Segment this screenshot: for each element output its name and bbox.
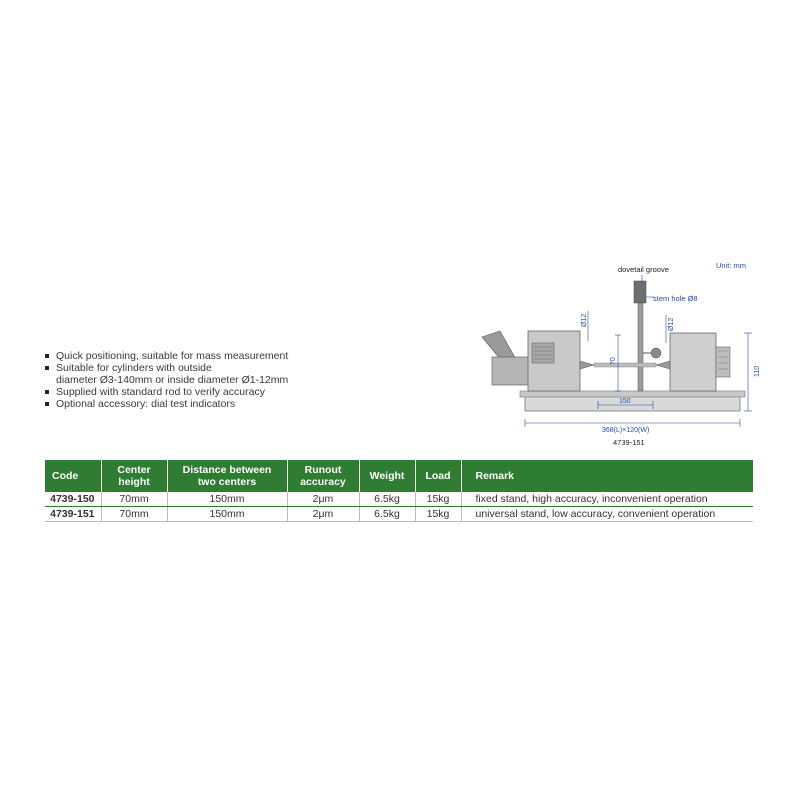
model-label: 4739-151 bbox=[613, 438, 645, 447]
header-remark: Remark bbox=[461, 460, 753, 492]
feature-text: Optional accessory: dial test indicators bbox=[56, 398, 236, 410]
feature-text: Supplied with standard rod to verify accuracy bbox=[56, 386, 265, 398]
feature-text: Quick positioning, suitable for mass measurement bbox=[56, 350, 289, 362]
rail bbox=[520, 391, 745, 397]
spec-table bbox=[45, 460, 753, 522]
header-distance: Distance between two centers bbox=[167, 460, 287, 492]
cell-load: 15kg bbox=[415, 492, 461, 507]
clamp-knob bbox=[651, 348, 661, 358]
feature-text: diameter Ø3-140mm or inside diameter Ø1-12mm bbox=[56, 374, 289, 386]
unit-label: Unit: mm bbox=[716, 261, 746, 270]
right-headstock bbox=[670, 333, 716, 391]
left-diameter-label: Ø12 bbox=[581, 313, 588, 327]
header-runout: Runout accuracy bbox=[287, 460, 359, 492]
stem-hole-label: stem hole Ø8 bbox=[653, 294, 698, 303]
cell-distance: 150mm bbox=[167, 507, 287, 522]
base-size-label: 368(L)×120(W) bbox=[602, 427, 650, 434]
distance-label: 150 bbox=[619, 398, 631, 405]
feature-list bbox=[44, 350, 344, 410]
header-weight: Weight bbox=[359, 460, 415, 492]
bullet-icon bbox=[45, 390, 49, 394]
cell-weight: 6.5kg bbox=[359, 492, 415, 507]
cell-code: 4739-151 bbox=[45, 507, 101, 522]
bench-center-drawing bbox=[470, 255, 770, 455]
handwheel bbox=[716, 347, 730, 377]
right-diameter-label: Ø12 bbox=[668, 317, 675, 331]
left-center-point bbox=[580, 361, 594, 369]
feature-text: Suitable for cylinders with outside bbox=[56, 362, 212, 374]
feature-item bbox=[44, 350, 344, 362]
center-height-label: 70 bbox=[610, 357, 617, 365]
standard-rod bbox=[594, 363, 656, 367]
table-row bbox=[45, 507, 753, 522]
cell-center-height: 70mm bbox=[101, 507, 167, 522]
dovetail-label: dovetail groove bbox=[618, 265, 669, 274]
height-label: 110 bbox=[754, 365, 761, 377]
table-header bbox=[45, 460, 753, 492]
dovetail-clamp bbox=[634, 281, 646, 303]
clamp-block bbox=[492, 357, 530, 385]
cell-load: 15kg bbox=[415, 507, 461, 522]
header-center-height: Center height bbox=[101, 460, 167, 492]
cell-weight: 6.5kg bbox=[359, 507, 415, 522]
cell-distance: 150mm bbox=[167, 492, 287, 507]
cell-code: 4739-150 bbox=[45, 492, 101, 507]
header-code: Code bbox=[45, 460, 101, 492]
header-load: Load bbox=[415, 460, 461, 492]
drawing-svg bbox=[470, 255, 770, 455]
bullet-icon bbox=[45, 366, 49, 370]
spring-housing bbox=[532, 343, 554, 363]
right-center-point bbox=[656, 361, 670, 369]
bullet-icon bbox=[45, 354, 49, 358]
table-row bbox=[45, 492, 753, 507]
cell-runout: 2μm bbox=[287, 492, 359, 507]
cell-runout: 2μm bbox=[287, 507, 359, 522]
feature-item bbox=[44, 398, 344, 410]
cell-remark: fixed stand, high accuracy, inconvenient operation bbox=[461, 492, 753, 507]
feature-item bbox=[44, 386, 344, 398]
cell-center-height: 70mm bbox=[101, 492, 167, 507]
bullet-icon bbox=[45, 402, 49, 406]
base-plate bbox=[525, 395, 740, 411]
cell-remark: universal stand, low accuracy, convenient operation bbox=[461, 507, 753, 522]
feature-item-continued bbox=[44, 374, 344, 386]
feature-item bbox=[44, 362, 344, 374]
